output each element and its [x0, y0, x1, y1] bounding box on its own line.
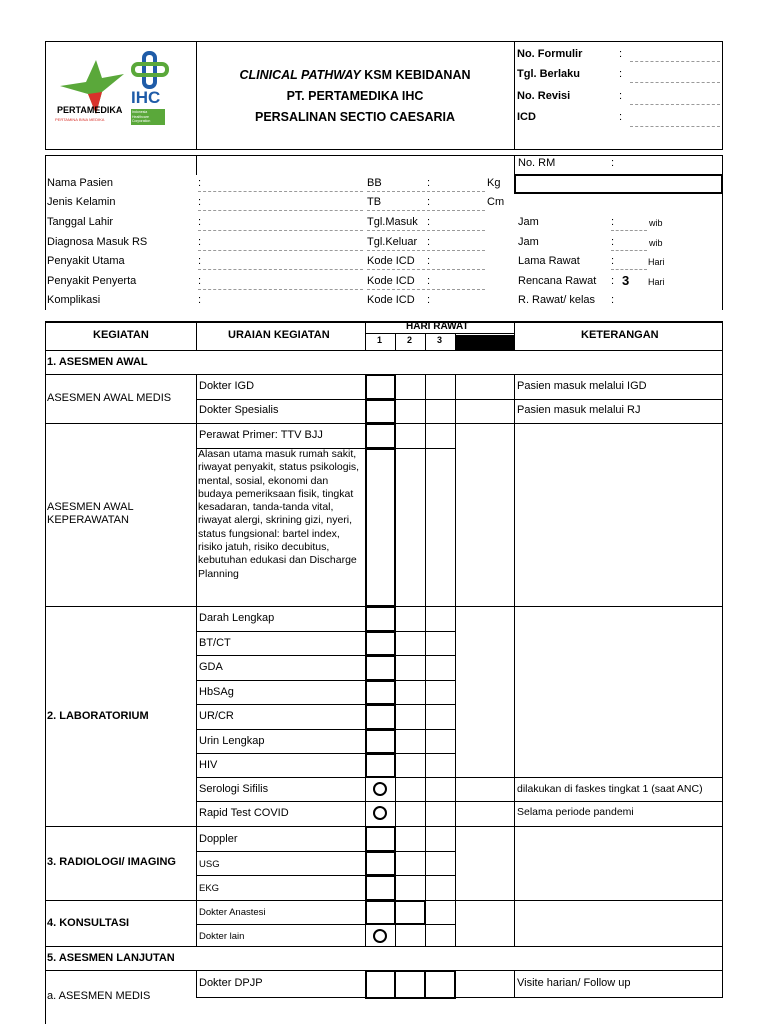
label-penyakit-utama: Penyakit Utama	[47, 255, 125, 267]
field-colon: :	[427, 177, 431, 189]
title-italic: CLINICAL PATHWAY	[239, 68, 361, 82]
checkbox-day1[interactable]	[365, 900, 396, 925]
label-bb: BB	[367, 177, 382, 189]
kode-icd-field[interactable]	[367, 269, 485, 270]
lab-item: Rapid Test COVID	[199, 807, 289, 819]
field-colon: :	[427, 255, 431, 267]
checkbox-day1[interactable]	[365, 826, 396, 852]
day-blackout	[455, 335, 515, 350]
checkbox-day1[interactable]	[365, 423, 396, 449]
ihc-name: IHC	[131, 88, 161, 107]
field-colon: :	[198, 255, 202, 267]
label-ruang-rawat: R. Rawat/ kelas	[518, 294, 596, 306]
lab-item: HbSAg	[199, 686, 234, 698]
unit-wib: wib	[649, 218, 663, 228]
label-rencana-rawat: Rencana Rawat	[518, 275, 597, 287]
nama-pasien-field[interactable]	[198, 191, 363, 192]
row-border	[45, 946, 723, 947]
body-divider-keterangan	[514, 374, 515, 946]
field-colon: :	[611, 294, 615, 306]
ihc-subtitle: Indonesia Healthcare Corporation	[132, 110, 151, 123]
ihc-logo	[130, 50, 170, 90]
meta-revisi-label: No. Revisi	[517, 90, 571, 102]
day-divider	[425, 333, 426, 350]
subsection-asesmen-medis: a. ASESMEN MEDIS	[47, 990, 151, 1002]
document-title-line1	[196, 68, 514, 83]
checkbox-day1[interactable]	[365, 729, 396, 754]
lab-item: Urin Lengkap	[199, 735, 265, 747]
checkbox-day1[interactable]	[365, 655, 396, 681]
label-nama-pasien: Nama Pasien	[47, 177, 114, 189]
optional-circle-icon[interactable]	[373, 806, 387, 820]
label-kode-icd-1: Kode ICD	[367, 255, 415, 267]
checkbox-day1[interactable]	[365, 753, 396, 778]
field-colon: :	[198, 236, 202, 248]
col-header-keterangan: KETERANGAN	[581, 329, 659, 341]
pertamedika-subtitle: PERTAMINA BINA MEDIKA	[55, 117, 105, 122]
checkbox-day3[interactable]	[424, 970, 456, 999]
body-divider-day	[455, 374, 456, 946]
diagnosa-masuk-field[interactable]	[198, 250, 363, 251]
meta-colon: :	[619, 68, 623, 80]
row-border	[196, 851, 456, 852]
meta-formulir-field[interactable]	[630, 61, 720, 62]
meta-berlaku-field[interactable]	[630, 82, 720, 83]
field-colon: :	[198, 216, 202, 228]
label-penyakit-penyerta: Penyakit Penyerta	[47, 275, 137, 287]
row-border	[196, 777, 723, 778]
day-2-label: 2	[407, 335, 413, 345]
day-3-label: 3	[437, 335, 443, 345]
field-colon: :	[611, 236, 615, 248]
checkbox-day2[interactable]	[394, 900, 426, 925]
tgl-keluar-field[interactable]	[367, 250, 485, 251]
field-colon: :	[198, 294, 202, 306]
meta-icd-label: ICD	[517, 111, 536, 123]
patient-left-border	[45, 155, 46, 310]
ket-visite: Visite harian/ Follow up	[517, 977, 631, 989]
checkbox-day1[interactable]	[365, 448, 396, 607]
field-colon: :	[427, 236, 431, 248]
lab-item: Serologi Sifilis	[199, 783, 269, 795]
rad-item: USG	[199, 859, 220, 870]
uraian-perawat-primer: Perawat Primer: TTV BJJ	[199, 429, 323, 441]
label-jam-masuk: Jam	[518, 216, 539, 228]
unit-hari: Hari	[648, 257, 665, 267]
label-jam-keluar: Jam	[518, 236, 539, 248]
body-divider-keterangan	[514, 970, 515, 998]
penyakit-penyerta-field[interactable]	[198, 289, 363, 290]
field-colon: :	[427, 294, 431, 306]
kode-icd-field[interactable]	[367, 289, 485, 290]
no-rm-colon: :	[611, 157, 615, 169]
row-border	[196, 801, 723, 802]
section-radiologi: 3. RADIOLOGI/ IMAGING	[47, 856, 176, 868]
document-title-line3: PERSALINAN SECTIO CAESARIA	[254, 110, 456, 124]
penyakit-utama-field[interactable]	[198, 269, 363, 270]
lab-item: UR/CR	[199, 710, 234, 722]
rad-item: EKG	[199, 883, 220, 894]
no-rm-label: No. RM	[518, 157, 556, 169]
table-top-border	[45, 321, 723, 323]
checkbox-day1[interactable]	[365, 399, 396, 424]
meta-colon: :	[619, 111, 623, 123]
label-kode-icd-2: Kode ICD	[367, 275, 415, 287]
jam-keluar-field[interactable]	[611, 250, 647, 251]
checkbox-day1[interactable]	[365, 374, 396, 400]
ket-igd: Pasien masuk melalui IGD	[517, 380, 647, 392]
unit-cm: Cm	[487, 196, 505, 208]
label-tb: TB	[367, 196, 382, 208]
hari-rawat-underline	[365, 333, 514, 334]
kons-item: Dokter Anastesi	[199, 907, 266, 918]
ket-rj: Pasien masuk melalui RJ	[517, 404, 641, 416]
document-title-line2: PT. PERTAMEDIKA IHC	[286, 89, 424, 103]
row-border	[196, 875, 456, 876]
kons-item: Dokter lain	[199, 931, 245, 942]
row-border	[196, 680, 456, 681]
tb-field[interactable]	[367, 210, 485, 211]
patient-divider	[514, 155, 515, 175]
field-colon: :	[198, 275, 202, 287]
optional-circle-icon[interactable]	[373, 929, 387, 943]
jam-masuk-field[interactable]	[611, 230, 647, 231]
label-jenis-kelamin: Jenis Kelamin	[47, 196, 116, 208]
field-colon: :	[611, 255, 615, 267]
ket-serologi: dilakukan di faskes tingkat 1 (saat ANC)	[517, 783, 703, 795]
checkbox-day2[interactable]	[394, 970, 426, 999]
day-1-label: 1	[377, 335, 383, 345]
body-divider-kegiatan	[196, 374, 197, 946]
row-border	[196, 729, 456, 730]
field-colon: :	[198, 177, 202, 189]
section-asesmen-awal: 1. ASESMEN AWAL	[47, 356, 148, 368]
day-divider	[395, 333, 396, 350]
tgl-masuk-field[interactable]	[367, 230, 485, 231]
no-rm-box[interactable]	[514, 174, 723, 194]
optional-circle-icon[interactable]	[373, 782, 387, 796]
checkbox-day1[interactable]	[365, 970, 396, 999]
body-divider-day	[425, 374, 426, 946]
unit-kg: Kg	[487, 177, 501, 189]
uraian-dokter-igd: Dokter IGD	[199, 380, 255, 392]
lab-item: HIV	[199, 759, 218, 771]
meta-berlaku-label: Tgl. Berlaku	[517, 68, 580, 80]
checkbox-day1[interactable]	[365, 704, 396, 730]
body-divider-kegiatan	[196, 970, 197, 998]
label-tanggal-lahir: Tanggal Lahir	[47, 216, 114, 228]
checkbox-day1[interactable]	[365, 875, 396, 901]
ket-covid: Selama periode pandemi	[517, 806, 634, 818]
uraian-dokter-spesialis: Dokter Spesialis	[199, 404, 279, 416]
checkbox-day1[interactable]	[365, 680, 396, 705]
meta-colon: :	[619, 90, 623, 102]
label-tgl-masuk: Tgl.Masuk	[367, 216, 418, 228]
unit-wib: wib	[649, 238, 663, 248]
patient-top-border	[45, 155, 723, 156]
unit-hari: Hari	[648, 277, 665, 287]
header-divider-2	[514, 41, 515, 150]
col-divider-kegiatan	[196, 321, 197, 350]
pertamedika-name: PERTAMEDIKA	[57, 105, 123, 115]
patient-divider	[196, 155, 197, 175]
uraian-dokter-dpjp: Dokter DPJP	[199, 977, 263, 989]
section-asesmen-lanjutan: 5. ASESMEN LANJUTAN	[47, 952, 175, 964]
checkbox-day1[interactable]	[365, 851, 396, 876]
table-left-border	[45, 321, 46, 1024]
kegiatan-asesmen-keperawatan: ASESMEN AWAL KEPERAWATAN	[47, 501, 134, 527]
label-tgl-keluar: Tgl.Keluar	[367, 236, 418, 248]
meta-colon: :	[619, 48, 623, 60]
header-bottom-border	[45, 350, 723, 351]
rad-item: Doppler	[199, 833, 238, 845]
rencana-rawat-value: 3	[622, 273, 630, 288]
meta-revisi-field[interactable]	[630, 104, 720, 105]
label-diagnosa-masuk: Diagnosa Masuk RS	[47, 236, 148, 248]
lama-rawat-field[interactable]	[611, 269, 647, 270]
bb-field[interactable]	[367, 191, 485, 192]
kegiatan-asesmen-medis: ASESMEN AWAL MEDIS	[47, 392, 172, 404]
label-kode-icd-3: Kode ICD	[367, 294, 415, 306]
field-colon: :	[427, 216, 431, 228]
field-colon: :	[611, 216, 615, 228]
section-laboratorium: 2. LABORATORIUM	[47, 710, 149, 722]
field-colon: :	[611, 275, 615, 287]
row-border	[196, 997, 723, 998]
section-konsultasi: 4. KONSULTASI	[47, 917, 130, 929]
lab-item: Darah Lengkap	[199, 612, 275, 624]
row-border	[196, 753, 456, 754]
checkbox-day1[interactable]	[365, 606, 396, 632]
col-header-kegiatan: KEGIATAN	[93, 329, 149, 341]
label-lama-rawat: Lama Rawat	[518, 255, 580, 267]
lab-item: GDA	[199, 661, 223, 673]
row-border	[196, 704, 456, 705]
checkbox-day1[interactable]	[365, 631, 396, 656]
field-colon: :	[427, 275, 431, 287]
title-rest: KSM KEBIDANAN	[360, 68, 471, 82]
row-border	[196, 655, 456, 656]
row-border	[196, 399, 723, 400]
col-header-hari-rawat: HARI RAWAT	[406, 321, 469, 332]
field-colon: :	[198, 196, 202, 208]
label-komplikasi: Komplikasi	[47, 294, 101, 306]
tanggal-lahir-field[interactable]	[198, 230, 363, 231]
meta-formulir-label: No. Formulir	[517, 48, 583, 60]
col-header-uraian: URAIAN KEGIATAN	[228, 329, 330, 341]
col-divider-uraian	[365, 321, 366, 350]
jenis-kelamin-field[interactable]	[198, 210, 363, 211]
meta-icd-field[interactable]	[630, 126, 720, 127]
field-colon: :	[427, 196, 431, 208]
uraian-alasan-masuk: Alasan utama masuk rumah sakit, riwayat penyakit, status psikologis, mental, sosial, ekonomi dan budaya pemeriksaan fisik, tingkat kesadaran, tanda-tanda vital, riwayat alergi, skrining gizi, nyeri, status fungsional: bartel index, risiko jatuh, risiko decubitus, kebutuhan edukasi dan Discharge Planning	[198, 448, 360, 580]
lab-item: BT/CT	[199, 637, 231, 649]
row-border	[196, 631, 456, 632]
